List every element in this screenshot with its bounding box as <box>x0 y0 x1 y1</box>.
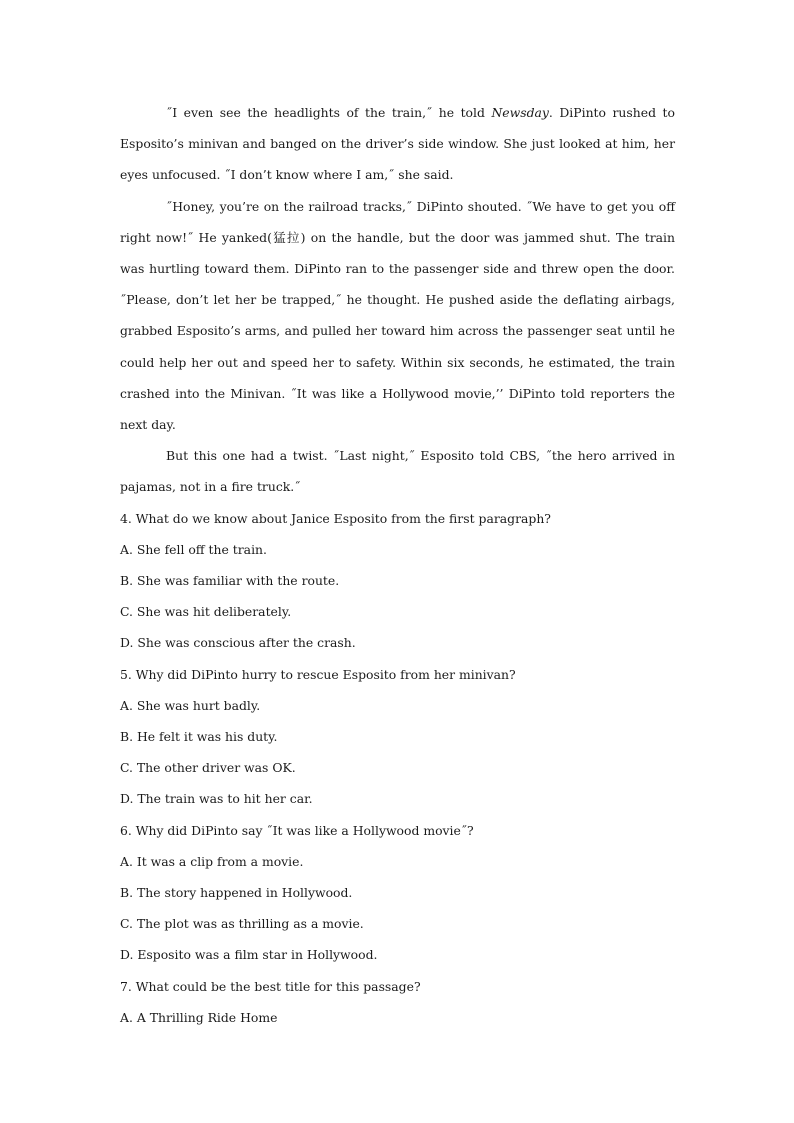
answer-option: C. The plot was as thrilling as a movie. <box>120 916 364 932</box>
question-7 <box>120 971 675 1033</box>
answer-option: D. The train was to hit her car. <box>120 791 313 807</box>
answer-option: A. It was a clip from a movie. <box>120 853 304 869</box>
answer-option: C. She was hit deliberately. <box>120 604 292 620</box>
question-5 <box>120 659 675 815</box>
answer-option: D. Esposito was a film star in Hollywood. <box>120 947 378 963</box>
question-stem: 5. Why did DiPinto hurry to rescue Esposito from her minivan? <box>120 666 516 682</box>
answer-option: D. She was conscious after the crash. <box>120 635 356 651</box>
answer-option: A. She fell off the train. <box>120 541 267 557</box>
answer-option: B. He felt it was his duty. <box>120 729 278 745</box>
question-stem: 6. Why did DiPinto say ˝It was like a Hollywood movie˝? <box>120 822 474 838</box>
question-6 <box>120 815 675 971</box>
newspaper-name: Newsday <box>491 105 549 120</box>
paragraph-1-text-end: . DiPinto rushed to Esposito’s minivan and banged on the driver’s side window. She just looked at him, her eyes unfocused. ˝I don’t know where I am,˝ she said. <box>120 105 675 183</box>
passage-paragraph-3: But this one had a twist. ˝Last night,˝ Esposito told CBS, ˝the hero arrived in pajamas, not in a fire truck.˝ <box>120 448 675 495</box>
document-page <box>120 97 675 1033</box>
answer-option: C. The other driver was OK. <box>120 760 296 776</box>
answer-option: A. She was hurt badly. <box>120 697 261 713</box>
question-stem: 7. What could be the best title for this passage? <box>120 978 421 994</box>
paragraph-1-text-start: ˝I even see the headlights of the train,˝ he told <box>166 105 492 120</box>
answer-option: B. She was familiar with the route. <box>120 573 340 589</box>
question-stem: 4. What do we know about Janice Esposito from the first paragraph? <box>120 510 551 526</box>
passage-paragraph-1 <box>120 97 675 191</box>
passage-paragraph-2: ˝Honey, you’re on the railroad tracks,˝ DiPinto shouted. ˝We have to get you off right now!˝ He yanked(猛拉) on the handle, but the door was jammed shut. The train was hurtling toward them. DiPinto ran to the passenger side and threw open the door. ˝Please, don’t let her be trapped,˝ he thought. He pushed aside the deflating airbags, grabbed Esposito’s arms, and pulled her toward him across the passenger seat until he could help her out and speed her to safety. Within six seconds, he estimated, the train crashed into the Minivan. ˝It was like a Hollywood movie,’’ DiPinto told reporters the next day. <box>120 198 675 433</box>
question-4 <box>120 503 675 659</box>
answer-option: B. The story happened in Hollywood. <box>120 885 353 901</box>
answer-option: A. A Thrilling Ride Home <box>120 1009 278 1025</box>
